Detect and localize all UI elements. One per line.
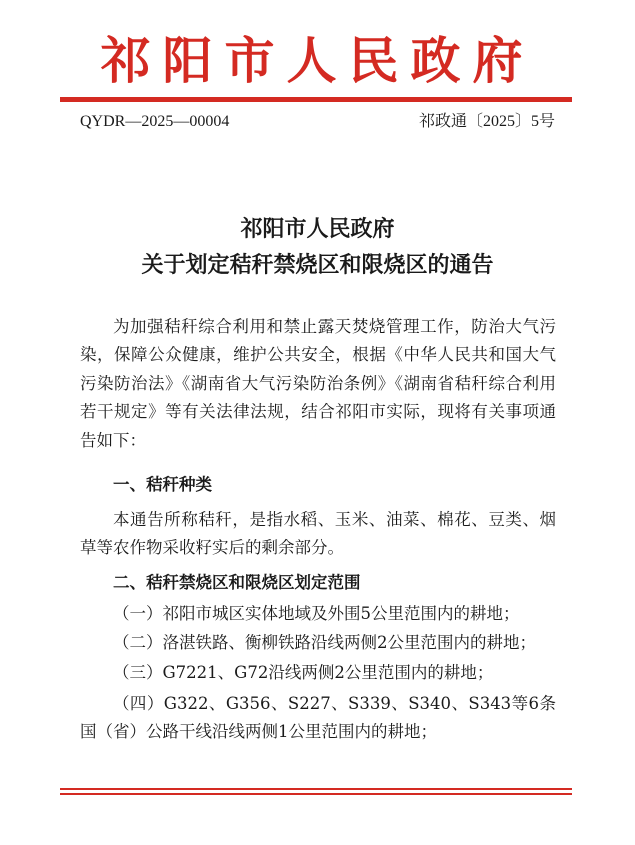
intro-paragraph: 为加强秸秆综合利用和禁止露天焚烧管理工作，防治大气污染，保障公众健康，维护公共安全，根据《中华人民共和国大气污染防治法》《湖南省大气污染防治条例》《湖南省秸秆综合利用若干规定》等有关法律法规，结合祁阳市实际，现将有关事项通告如下：: [80, 317, 556, 450]
notice-title: 关于划定秸秆禁烧区和限烧区的通告: [141, 252, 494, 278]
document-number: 祁政通〔2025〕5号: [418, 113, 555, 130]
section-2-heading: 二、秸秆禁烧区和限烧区划定范围: [113, 573, 361, 592]
section-1-paragraph: 本通告所称秸秆，是指水稻、玉米、油菜、棉花、豆类、烟草等农作物采收籽实后的剩余部分。: [80, 510, 556, 558]
section-1-heading: 一、秸秆种类: [113, 475, 212, 494]
masthead-red-rule: [60, 97, 572, 102]
masthead-title: 祁阳市人民政府: [100, 32, 535, 90]
list-item: （一）祁阳市城区实体地域及外围5公里范围内的耕地；: [113, 604, 520, 623]
notice-issuer-title: 祁阳市人民政府: [240, 216, 395, 242]
list-item: （二）洛湛铁路、衡柳铁路沿线两侧2公里范围内的耕地；: [113, 633, 536, 652]
document-code: QYDR—2025—00004: [80, 113, 230, 130]
footer-red-rule: [60, 793, 572, 795]
list-item: （四）G322、G356、S227、S339、S340、S343等6条国（省）公路干线沿线两侧1公里范围内的耕地；: [80, 694, 556, 742]
list-item: （三）G7221、G72沿线两侧2公里范围内的耕地；: [113, 663, 494, 682]
footer-red-rule: [60, 788, 572, 790]
